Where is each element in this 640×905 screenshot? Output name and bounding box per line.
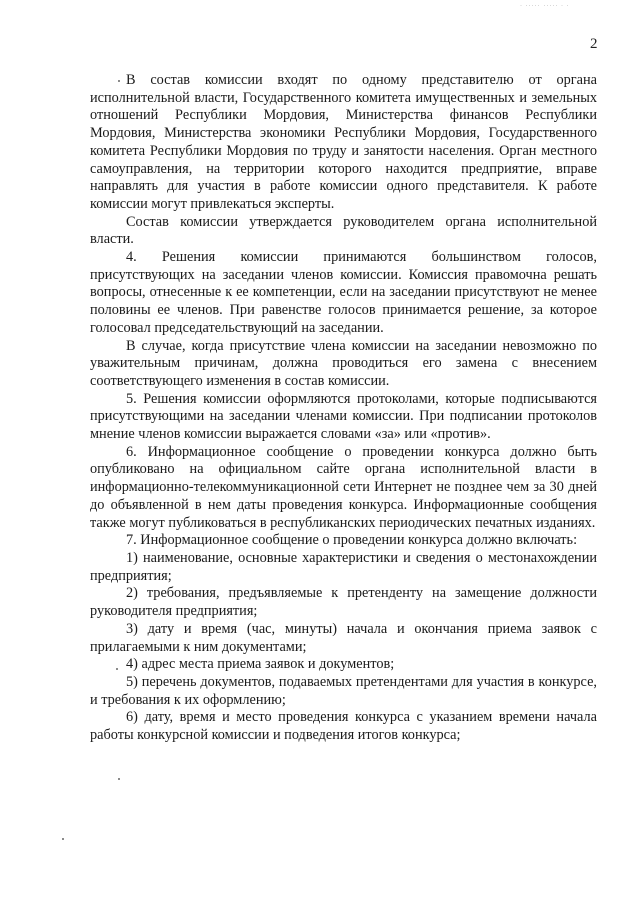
list-item-2: 2) требования, предъявляемые к претенденту на замещение должности руководителя предприятия; <box>90 585 597 620</box>
paragraph-item-7-message-content: 7. Информационное сообщение о проведении конкурса должно включать: <box>126 532 578 549</box>
scan-mark: · ····· ····· · · <box>520 3 570 9</box>
scan-speck <box>62 838 64 840</box>
paragraph-item-6-publication: 6. Информационное сообщение о проведении конкурса должно быть опубликовано на официальном сайте органа исполнительной власти в информационно-телекоммуникационной сети Интернет не позднее чем за 30 дней до объявленной в нем даты проведения конкурса. Информационные сообщения также могут публиковаться в республиканских периодических печатных изданиях. <box>90 443 597 531</box>
paragraph-item-4-decisions: 4. Решения комиссии принимаются большинством голосов, присутствующих на заседании членов комиссии. Комиссия правомочна решать вопросы, отнесенные к ее компетенции, если на заседании присутствуют не менее половины ее членов. При равенстве голосов принимается решение, за которое голосовал председательствующий на заседании. <box>90 249 597 336</box>
scan-speck <box>118 778 120 780</box>
page-number: 2 <box>590 36 598 52</box>
paragraph-commission-composition: В состав комиссии входят по одному представителю от органа исполнительной власти, Государственного комитета имущественных и земельных отношений Республики Мордовия, Министерства финансов Республики Мордовия, Министерства экономики Республики Мордовия, Государственного комитета Республики Мордовия по труду и занятости населения. Орган местного самоуправления, на территории которого находится предприятие, вправе направлять для участия в работе комиссии одного представителя. К работе комиссии могут привлекаться эксперты. <box>90 72 597 212</box>
paragraph-item-5-protocols: 5. Решения комиссии оформляются протоколами, которые подписываются присутствующими на заседании членами комиссии. При подписании протоколов мнение членов комиссии выражается словами «за» или «против». <box>90 390 597 443</box>
list-item-4: 4) адрес места приема заявок и документов; <box>126 656 395 673</box>
paragraph-member-replacement: В случае, когда присутствие члена комиссии на заседании невозможно по уважительным причинам, должна проводиться его замена с внесением соответствующего изменения в состав комиссии. <box>90 337 597 389</box>
document-body <box>90 72 597 745</box>
list-item-1: 1) наименование, основные характеристики и сведения о местонахождении предприятия; <box>90 549 597 584</box>
paragraph-commission-approval: Состав комиссии утверждается руководителем органа исполнительной власти. <box>90 213 597 248</box>
list-item-5: 5) перечень документов, подаваемых претендентами для участия в конкурсе, и требования к их оформлению; <box>90 673 597 708</box>
list-item-3: 3) дату и время (час, минуты) начала и окончания приема заявок с прилагаемыми к ним документами; <box>90 620 597 655</box>
list-item-6: 6) дату, время и место проведения конкурса с указанием времени начала работы конкурсной комиссии и подведения итогов конкурса; <box>90 709 597 744</box>
